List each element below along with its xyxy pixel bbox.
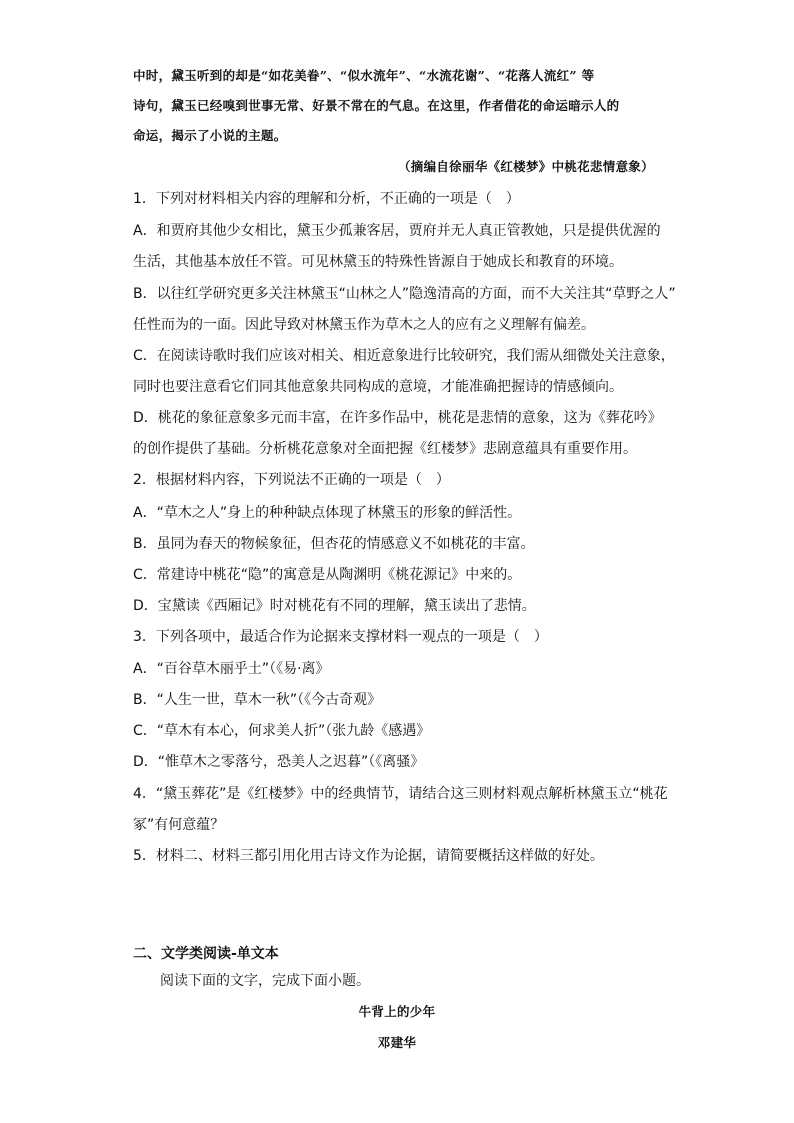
question-2-stem: 2．根据材料内容，下列说法不正确的一项是（ ）: [133, 472, 450, 488]
section-heading: 二、文学类阅读-单文本: [133, 946, 279, 962]
q2-option-c: C．常建诗中桃花“隐”的寓意是从陶渊明《桃花源记》中来的。: [133, 567, 522, 583]
q1-option-a-cont: 生活，其他基本放任不管。可见林黛玉的特殊性皆源自于她成长和教育的环境。: [133, 254, 623, 270]
question-3-stem: 3．下列各项中，最适合作为论据来支撑材料一观点的一项是（ ）: [133, 629, 548, 645]
q2-option-b: B．虽同为春天的物候象征，但杏花的情感意义不如桃花的丰富。: [133, 536, 535, 552]
story-author: 邓建华: [377, 1035, 417, 1050]
question-4: 4．“黛玉葬花”是《红楼梦》中的经典情节，请结合这三则材料观点解析林黛玉立“桃花: [133, 786, 668, 802]
q1-option-d: D．桃花的象征意象多元而丰富，在许多作品中，桃花是悲情的意象，这为《葬花吟》: [133, 410, 662, 426]
passage-line: 命运，揭示了小说的主题。: [133, 128, 287, 143]
question-5: 5．材料二、材料三都引用化用古诗文作为论据，请简要概括这样做的好处。: [133, 848, 604, 864]
q1-option-d-cont: 的创作提供了基础。分析桃花意象对全面把握《红楼梦》悲剧意蕴具有重要作用。: [133, 441, 637, 457]
q1-option-a: A．和贾府其他少女相比，黛玉少孤兼客居，贾府并无人真正管教她，只是提供优渥的: [133, 223, 661, 239]
q1-option-b: B．以往红学研究更多关注林黛玉“山林之人”隐逸清高的方面，而不大关注其“草野之人”: [133, 286, 676, 302]
q2-option-d: D．宝黛读《西厢记》时对桃花有不同的理解，黛玉读出了悲情。: [133, 598, 536, 614]
q1-option-c: C．在阅读诗歌时我们应该对相关、相近意象进行比较研究，我们需从细微处关注意象，: [133, 348, 675, 364]
q3-option-a: A．“百谷草木丽乎土”（《易·离》: [133, 661, 330, 677]
passage-line: 中时，黛玉听到的却是“如花美眷”、“似水流年”、“水流花谢”、“花落人流红” 等: [133, 68, 595, 83]
q1-option-c-cont: 同时也要注意看它们同其他意象共同构成的意境，才能准确把握诗的情感倾向。: [133, 379, 623, 395]
question-1-stem: 1．下列对材料相关内容的理解和分析，不正确的一项是（ ）: [133, 191, 520, 207]
q3-option-d: D．“惟草木之零落兮，恐美人之迟暮”（《离骚》: [133, 754, 425, 770]
source-citation: （摘编自徐丽华《红楼梦》中桃花悲情意象）: [397, 159, 654, 174]
section-instruction: 阅读下面的文字，完成下面小题。: [160, 973, 370, 989]
q1-option-b-cont: 任性而为的一面。因此导致对林黛玉作为草木之人的应有之义理解有偏差。: [133, 317, 595, 333]
question-4-cont: 冢”有何意蕴？: [133, 817, 225, 833]
q3-option-c: C．“草木有本心，何求美人折”（张九龄《感遇》: [133, 723, 431, 739]
q3-option-b: B．“人生一世，草木一秋”（《今古奇观》: [133, 692, 382, 708]
passage-line: 诗句，黛玉已经嗅到世事无常、好景不常在的气息。在这里，作者借花的命运暗示人的: [133, 98, 620, 113]
story-title: 牛背上的少年: [358, 1004, 436, 1019]
q2-option-a: A．“草木之人”身上的种种缺点体现了林黛玉的形象的鲜活性。: [133, 505, 522, 521]
